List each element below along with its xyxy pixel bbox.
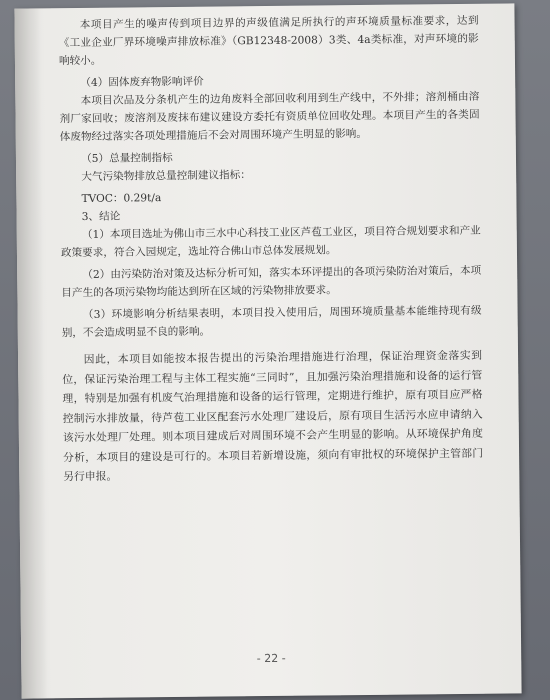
total-control-heading: （5）总量控制指标 xyxy=(81,151,173,165)
page-content xyxy=(58,12,483,487)
document-page xyxy=(14,3,521,698)
total-control-paragraph: 大气污染物排放总量控制建议指标： xyxy=(81,169,251,183)
conclusion-heading: 3、结论 xyxy=(81,210,121,223)
solid-waste-paragraph: 本项目次品及分条机产生的边角废料全部回收利用到生产线中，不外排；溶剂桶由溶剂厂家回收；废溶剂及废抹布建议建设方委托有资质单位回收处理。本项目产生的各类固体废物经过落实各项处理措施后不会对周围环境产生明显的影响。 xyxy=(59,90,480,144)
conclusion-item-2: （2）由污染防治对策及达标分析可知，落实本环评提出的各项污染防治对策后，本项目产生的各项污染物均能达到所在区域的污染物排放要求。 xyxy=(61,264,482,300)
solid-waste-heading: （4）固体废弃物影响评价 xyxy=(80,75,204,89)
page-number: - 22 - xyxy=(256,651,286,666)
conclusion-item-3: （3）环境影响分析结果表明，本项目投入使用后，周围环境质量基本能维持现有级别，不会造成明显不良的影响。 xyxy=(61,304,482,340)
final-conclusion-paragraph: 因此，本项目如能按本报告提出的污染治理措施进行治理，保证治理资金落实到位，保证污染治理工程与主体工程实施“三同时”，且加强污染治理措施和设备的运行管理，特别是加强有机废气治理措施和设备的运行管理，定期进行维护，原有项目应严格控制污水排放量，待芦苞工业区配套污水处理厂建设后，原有项目生活污水应申请纳入该污水处理厂处理。则本项目建成后对周围环境不会产生明显的影响。从环境保护角度分析，本项目的建设是可行的。本项目若新增设施，须向有审批权的环境保护主管部门另行申报。 xyxy=(62,348,484,484)
noise-paragraph: 本项目产生的噪声传到项目边界的声级值满足所执行的声环境质量标准要求，达到《工业企业厂界环境噪声排放标准》（GB12348-2008）3类、4a类标准，对声环境的影响较小。 xyxy=(58,14,479,68)
tvoc-line: TVOC：0.29t/a xyxy=(81,192,162,205)
conclusion-item-1: （1）本项目选址为佛山市三水中心科技工业区芦苞工业区，项目符合规划要求和产业政策要求，符合入园规定，选址符合佛山市总体发展规划。 xyxy=(60,224,481,260)
